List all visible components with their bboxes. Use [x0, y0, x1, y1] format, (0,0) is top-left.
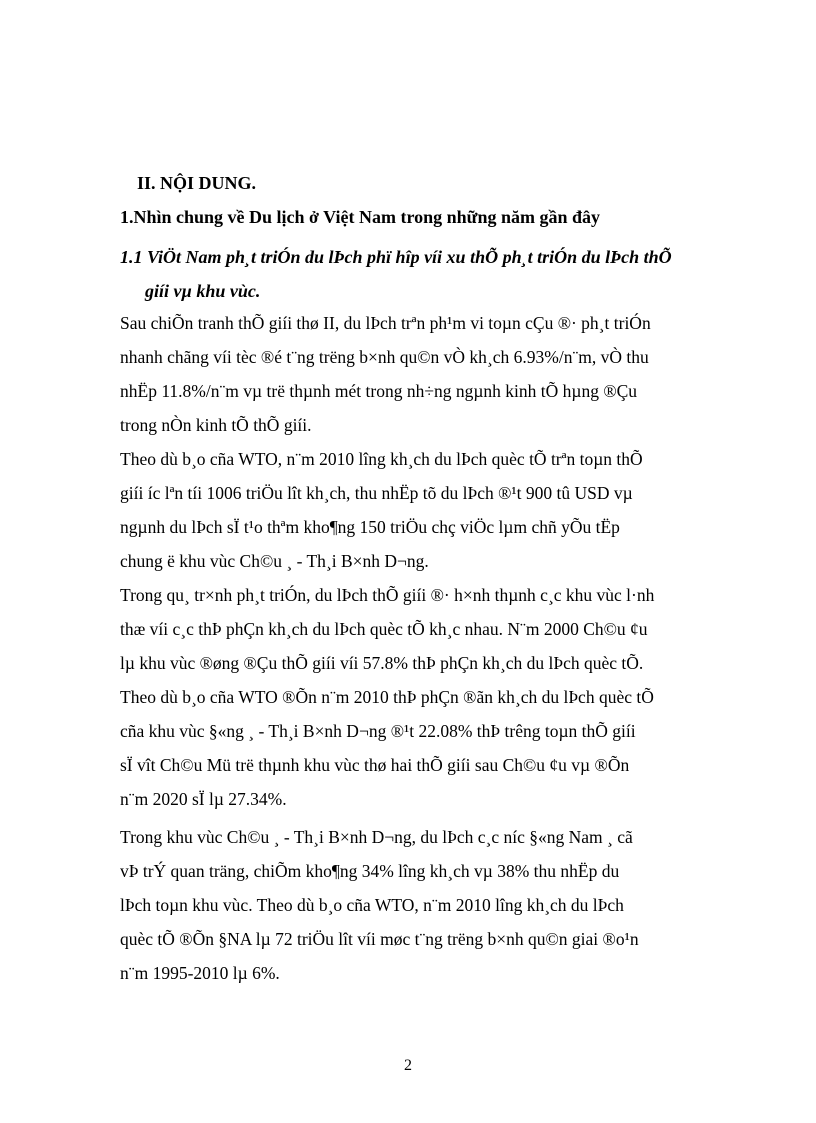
- paragraph-3: [120, 578, 700, 816]
- text-line: nhanh chãng víi tèc ®é t¨ng trëng b×nh qu©n vÒ kh¸ch 6.93%/n¨m, vÒ thu: [120, 347, 649, 367]
- text-line: Trong qu¸ tr×nh ph¸t triÓn, du lÞch thÕ giíi ®· h×nh thµnh c¸c khu vùc l·nh: [120, 585, 655, 605]
- text-line: lÞch toµn khu vùc. Theo dù b¸o cña WTO, n¨m 2010 lîng kh¸ch du lÞch: [120, 895, 624, 915]
- text-line: n¨m 2020 sÏ lµ 27.34%.: [120, 789, 287, 809]
- section-heading: II. NỘI DUNG.: [137, 173, 257, 193]
- text-line: giíi íc lªn tíi 1006 triÖu lît kh¸ch, thu nhËp tõ du lÞch ®¹t 900 tû USD vµ: [120, 483, 633, 503]
- heading-line: 1.1 ViÖt Nam ph¸t triÓn du lÞch phï hîp víi xu thÕ ph¸t triÓn du lÞch thÕ: [120, 247, 672, 267]
- text-line: Theo dù b¸o cña WTO ®Õn n¨m 2010 thÞ phÇn ®ãn kh¸ch du lÞch quèc tÕ: [120, 687, 654, 707]
- paragraph-1: [120, 306, 700, 442]
- text-line: Theo dù b¸o cña WTO, n¨m 2010 lîng kh¸ch du lÞch quèc tÕ trªn toµn thÕ: [120, 449, 643, 469]
- text-line: sÏ vît Ch©u Mü trë thµnh khu vùc thø hai thÕ giíi sau Ch©u ¢u vµ ®Õn: [120, 755, 630, 775]
- subsection-heading: 1.Nhìn chung về Du lịch ở Việt Nam trong những năm gần đây: [120, 207, 601, 227]
- paragraph-4: [120, 820, 700, 990]
- paragraph-2: [120, 442, 700, 578]
- text-line: thæ víi c¸c thÞ phÇn kh¸ch du lÞch quèc tÕ kh¸c nhau. N¨m 2000 Ch©u ¢u: [120, 619, 648, 639]
- text-line: chung ë khu vùc Ch©u ¸ - Th¸i B×nh D¬ng.: [120, 551, 429, 571]
- text-line: trong nÒn kinh tÕ thÕ giíi.: [120, 415, 312, 435]
- text-line: quèc tÕ ®Õn §NA lµ 72 triÖu lît víi møc t¨ng trëng b×nh qu©n giai ®o¹n: [120, 929, 639, 949]
- text-line: vÞ trÝ quan träng, chiÕm kho¶ng 34% lîng kh¸ch vµ 38% thu nhËp du: [120, 861, 620, 881]
- text-line: nhËp 11.8%/n¨m vµ trë thµnh mét trong nh÷ng ngµnh kinh tÕ hµng ®Çu: [120, 381, 638, 401]
- text-line: lµ khu vùc ®øng ®Çu thÕ giíi víi 57.8% thÞ phÇn kh¸ch du lÞch quèc tÕ.: [120, 653, 644, 673]
- text-line: ngµnh du lÞch sÏ t¹o thªm kho¶ng 150 triÖu chç viÖc lµm chñ yÕu tËp: [120, 517, 620, 537]
- text-line: cña khu vùc §«ng ¸ - Th¸i B×nh D¬ng ®¹t 22.08% thÞ trêng toµn thÕ giíi: [120, 721, 636, 741]
- text-line: Sau chiÕn tranh thÕ giíi thø II, du lÞch trªn ph¹m vi toµn cÇu ®· ph¸t triÓn: [120, 313, 651, 333]
- subsubsection-heading: [120, 240, 700, 308]
- text-line: Trong khu vùc Ch©u ¸ - Th¸i B×nh D¬ng, du lÞch c¸c níc §«ng Nam ¸ cã: [120, 827, 633, 847]
- heading-line: giíi vµ khu vùc.: [145, 281, 261, 301]
- page-number: 2: [404, 1057, 412, 1074]
- text-line: n¨m 1995-2010 lµ 6%.: [120, 963, 280, 983]
